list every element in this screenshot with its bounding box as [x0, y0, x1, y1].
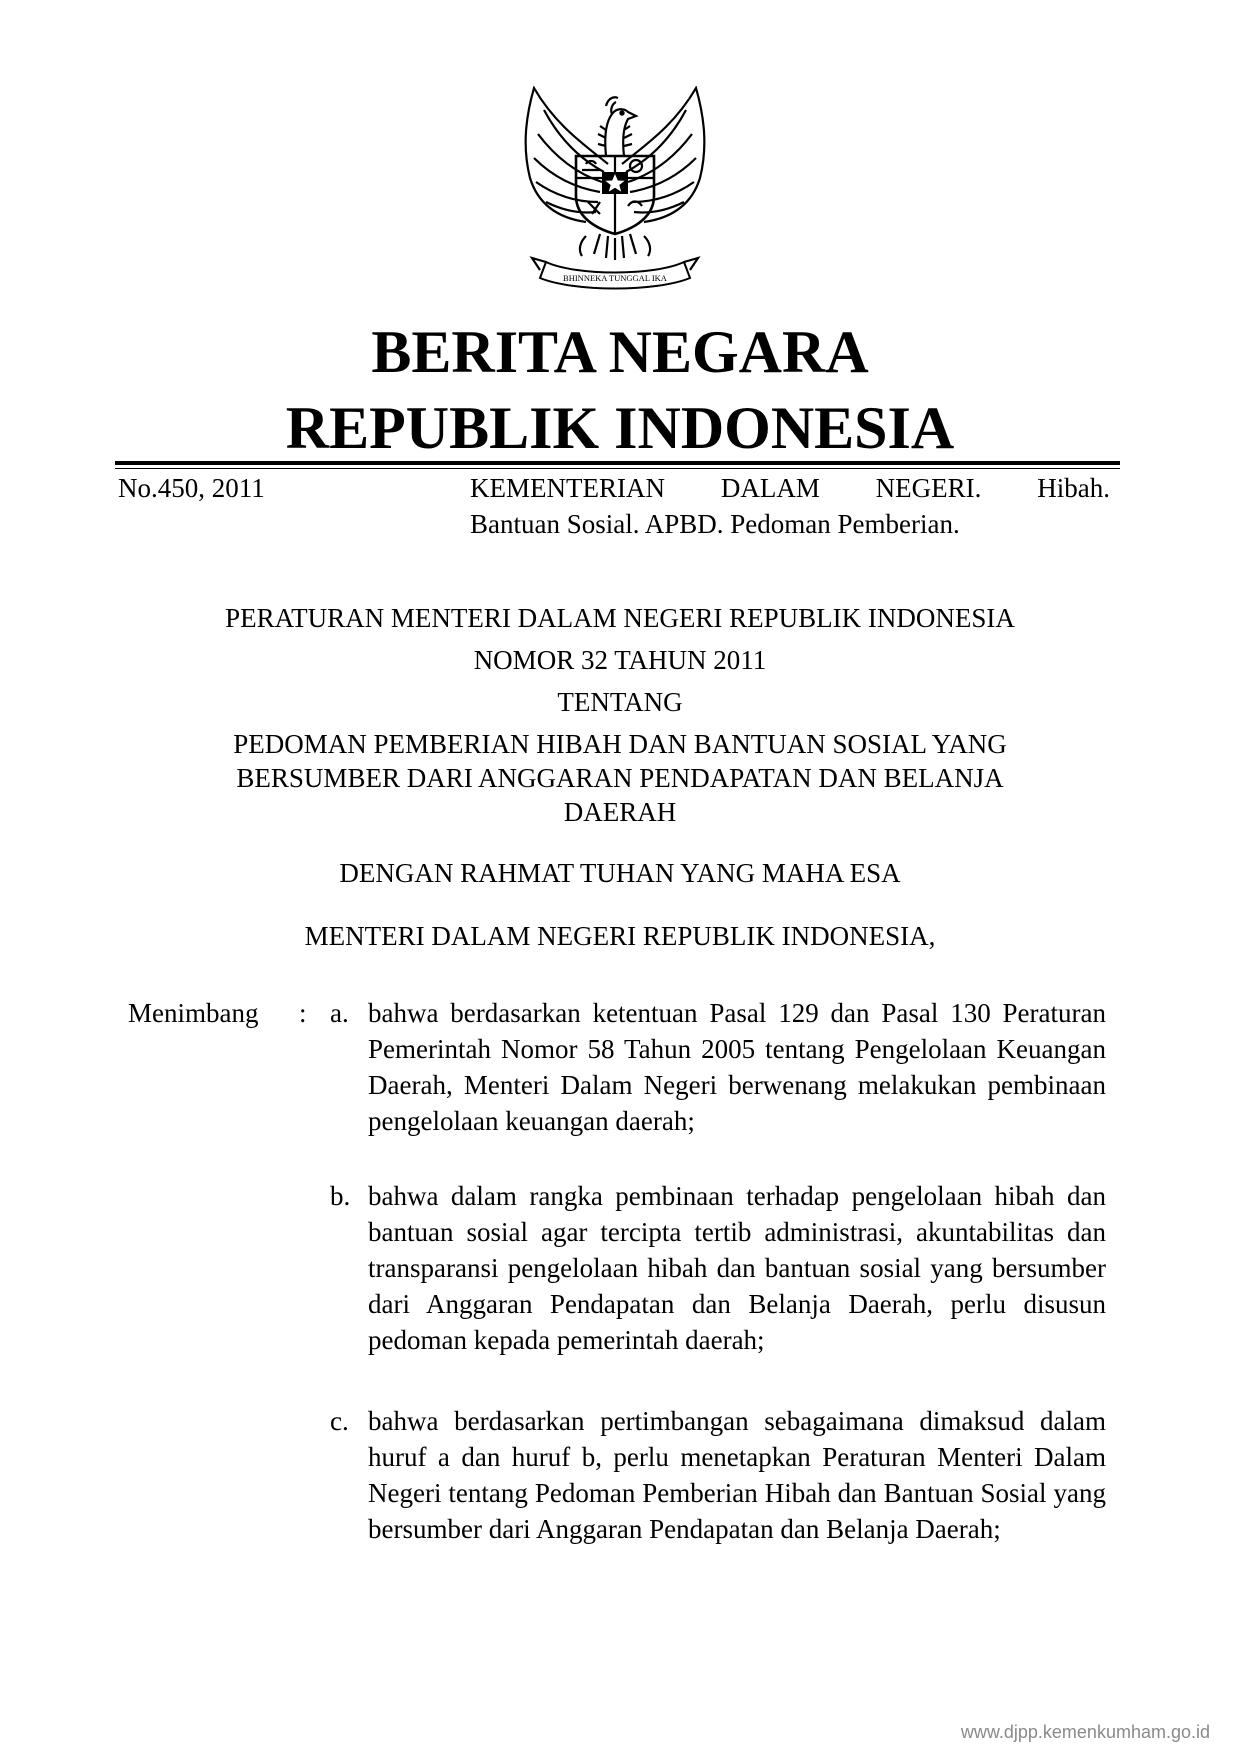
- regulation-tentang: TENTANG: [557, 687, 683, 717]
- masthead-rule-thick: [115, 461, 1120, 465]
- consideration-item-c: [330, 1403, 1106, 1547]
- menimbang-colon: :: [299, 998, 307, 1028]
- garuda-emblem-icon: [516, 86, 714, 298]
- masthead-subtitle: REPUBLIK INDONESIA: [285, 395, 955, 461]
- regulation-subject-line2: BERSUMBER DARI ANGGARAN PENDAPATAN DAN BELANJA: [236, 763, 1004, 793]
- preamble-authority: MENTERI DALAM NEGERI REPUBLIK INDONESIA,: [304, 921, 936, 951]
- menimbang-label: Menimbang: [128, 998, 259, 1028]
- regulation-number: NOMOR 32 TAHUN 2011: [473, 645, 767, 675]
- consideration-marker: a.: [330, 998, 349, 1028]
- regulation-subject-line3: DAERAH: [563, 797, 677, 827]
- consideration-marker: c.: [330, 1406, 349, 1436]
- gazette-subject-line1: KEMENTERIAN DALAM NEGERI. Hibah.: [470, 473, 1110, 503]
- consideration-text: bahwa berdasarkan ketentuan Pasal 129 dan Pasal 130 Peraturan Pemerintah Nomor 58 Tahun 2005 tentang Pengelolaan Keuangan Daerah, Menteri Dalam Negeri berwenang melakukan pembinaan pengelolaan keuangan daerah;: [368, 998, 1106, 1136]
- footer-url: www.djpp.kemenkumham.go.id: [960, 1722, 1210, 1742]
- motto-text: BHINNEKA TUNGGAL IKA: [563, 273, 667, 283]
- regulation-title-line1: PERATURAN MENTERI DALAM NEGERI REPUBLIK INDONESIA: [225, 603, 1015, 633]
- regulation-subject-line1: PEDOMAN PEMBERIAN HIBAH DAN BANTUAN SOSIAL YANG: [233, 729, 1007, 759]
- consideration-text: bahwa dalam rangka pembinaan terhadap pengelolaan hibah dan bantuan sosial agar tercipta tertib administrasi, akuntabilitas dan transparansi pengelolaan hibah dan bantuan sosial yang bersumber dari Anggaran Pendapatan dan Belanja Daerah, perlu disusun pedoman kepada pemerintah daerah;: [368, 1181, 1106, 1355]
- gazette-subject-line2: Bantuan Sosial. APBD. Pedoman Pemberian.: [470, 509, 960, 539]
- preamble-blessing: DENGAN RAHMAT TUHAN YANG MAHA ESA: [339, 858, 901, 888]
- consideration-item-b: [330, 1178, 1106, 1358]
- consideration-text: bahwa berdasarkan pertimbangan sebagaimana dimaksud dalam huruf a dan huruf b, perlu menetapkan Peraturan Menteri Dalam Negeri tentang Pedoman Pemberian Hibah dan Bantuan Sosial yang bersumber dari Anggaran Pendapatan dan Belanja Daerah;: [368, 1406, 1106, 1544]
- consideration-item-a: [330, 995, 1106, 1139]
- consideration-marker: b.: [330, 1181, 351, 1211]
- masthead-rule-thin: [115, 468, 1120, 469]
- gazette-subject: [470, 470, 1110, 542]
- masthead-title: BERITA NEGARA: [371, 319, 869, 385]
- gazette-number: No.450, 2011: [118, 473, 265, 503]
